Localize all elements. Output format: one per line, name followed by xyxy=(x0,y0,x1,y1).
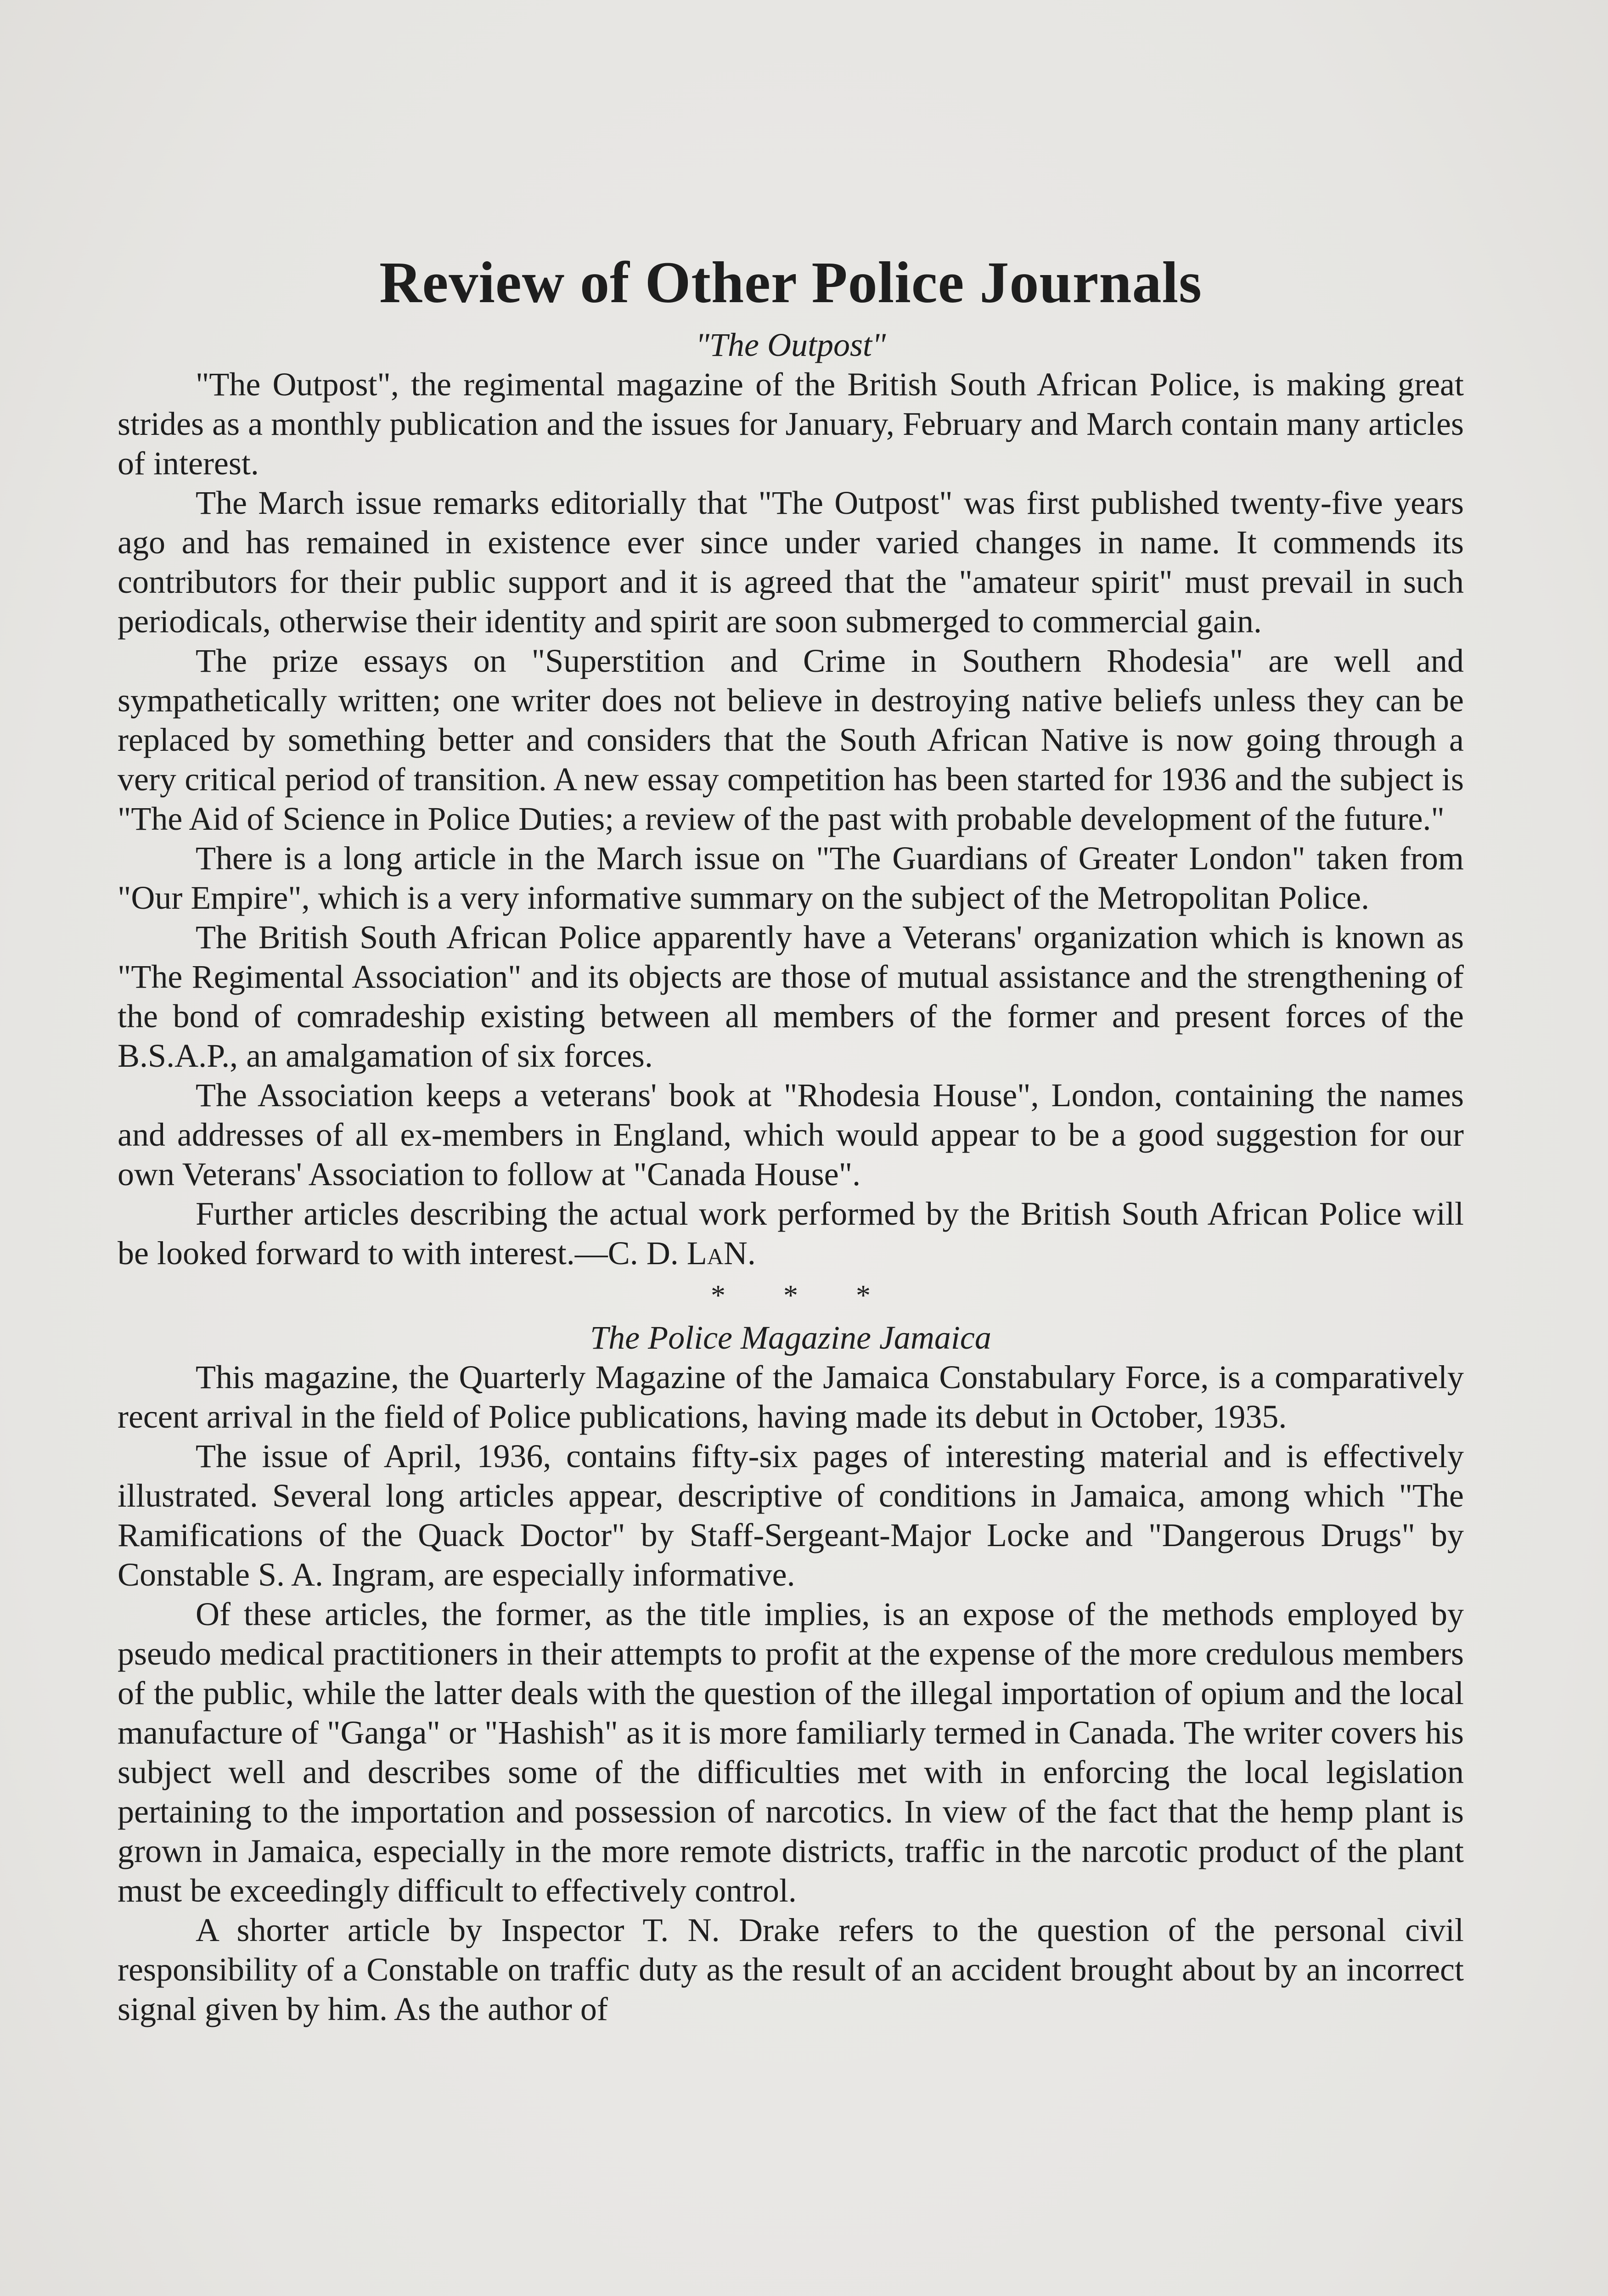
closing-text: Further articles describing the actual work performed by the British South African Police will be looked forward to with interest.— xyxy=(118,1195,1464,1272)
paragraph: Of these articles, the former, as the title implies, is an expose of the methods employed by pseudo medical practitioners in their attempts to profit at the expense of the more credulous members of the public, while the latter deals with the question of the illegal importation of opium and the local manufacture of "Ganga" or "Hashish" as it is more familiarly termed in Canada. The writer covers his subject well and describes some of the difficulties met with in enforcing the local legislation pertaining to the importation and possession of narcotics. In view of the fact that the hemp plant is grown in Jamaica, especially in the more remote districts, traffic in the narcotic product of the plant must be exceedingly difficult to effectively control. xyxy=(118,1596,1464,1909)
paragraph: A shorter article by Inspector T. N. Drake refers to the question of the personal civil responsibility of a Constable on traffic duty as the result of an accident brought about by an incorrect signal given by him. As the author of xyxy=(118,1912,1464,2027)
author-signature: C. D. LaN. xyxy=(607,1235,756,1272)
paragraph: The British South African Police apparently have a Veterans' organization which is known as "The Regimental Association" and its objects are those of mutual assistance and the strengthening of the bond of comradeship existing between all members of the former and present forces of the B.S.A.P., an amalgamation of six forces. xyxy=(118,919,1464,1074)
paragraph: This magazine, the Quarterly Magazine of the Jamaica Constabulary Force, is a comparatively recent arrival in the field of Police publications, having made its debut in October, 1935. xyxy=(118,1359,1464,1435)
paragraph: "The Outpost", the regimental magazine of the British South African Police, is making great strides as a monthly publication and the issues for January, February and March contain many articles of interest. xyxy=(118,366,1464,482)
closing-paragraph xyxy=(118,1194,1464,1273)
paragraph: The Association keeps a veterans' book at "Rhodesia House", London, containing the names and addresses of all ex-members in England, which would appear to be a good suggestion for our own Veterans' Association to follow at "Canada House". xyxy=(118,1077,1464,1193)
paragraph: The prize essays on "Superstition and Crime in Southern Rhodesia" are well and sympathetically written; one writer does not believe in destroying native beliefs unless they can be replaced by something better and considers that the South African Native is now going through a very critical period of transition. A new essay competition has been started for 1936 and the subject is "The Aid of Science in Police Duties; a review of the past with probable development of the future." xyxy=(118,642,1464,837)
article-body xyxy=(118,248,1464,2029)
paragraph: The issue of April, 1936, contains fifty-six pages of interesting material and is effectively illustrated. Several long articles appear, descriptive of conditions in Jamaica, among which "The Ramifications of the Quack Doctor" by Staff-Sergeant-Major Locke and "Dangerous Drugs" by Constable S. A. Ingram, are especially informative. xyxy=(118,1438,1464,1593)
section-heading-outpost: "The Outpost" xyxy=(695,326,886,363)
paragraph: The March issue remarks editorially that "The Outpost" was first published twenty-five years ago and has remained in existence ever since under varied changes in name. It commends its contributors for their public support and it is agreed that the "amateur spirit" must prevail in such periodicals, otherwise their identity and spirit are soon submerged to commercial gain. xyxy=(118,484,1464,640)
section-heading-jamaica: The Police Magazine Jamaica xyxy=(590,1319,991,1356)
paragraph: There is a long article in the March issue on "The Guardians of Greater London" taken from "Our Empire", which is a very informative summary on the subject of the Metropolitan Police. xyxy=(118,840,1464,916)
article-title: Review of Other Police Journals xyxy=(379,250,1202,315)
section-separator: * * * xyxy=(711,1279,871,1311)
